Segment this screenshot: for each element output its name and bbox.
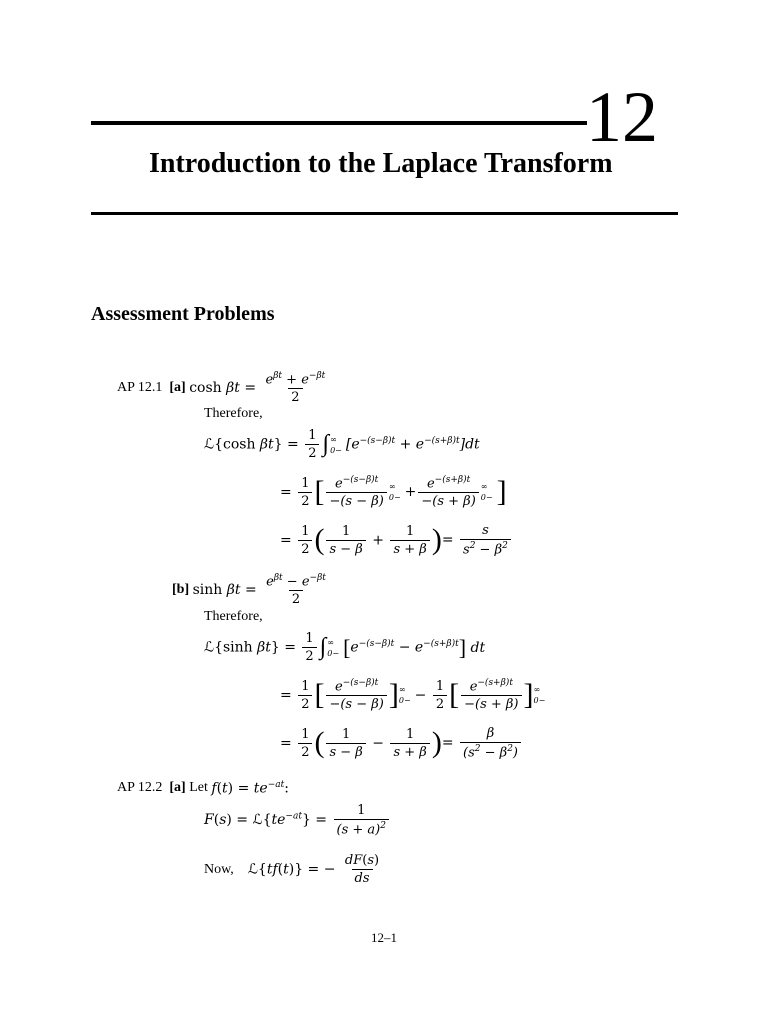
cosh-laplace-step1: ℒ{cosh βt} = $\frac{1}{2}$ ∫ ∞ 0− $[e^{-(s-\beta)t} + e^{-(s+\beta)t}]dt$ [204,428,480,461]
therefore-text: Therefore, [204,406,263,421]
sinh-laplace-step2: = $\frac{1}{2}$ [ $\frac{e^{-(s-\beta)t}}{-(s - \beta)}$ ] ∞ 0− − $\frac{1}{2}$ [ $\frac{e^{-(s+\beta)t}}{-(s + \beta)}$ ] ∞ 0− [280,678,546,713]
chapter-rule-bottom [91,212,678,215]
section-title: Assessment Problems [91,303,275,325]
sinh-laplace-result: = $\frac{1}{2}$ ( $\frac{1}{s - \beta}$ − $\frac{1}{s + \beta}$ ) = $\frac{\beta}{(s^2 - \beta^2)}$ [280,726,523,760]
part-label: [a] [169,380,186,396]
ap122a-derivative: Now, ℒ{tf(t)} = − $\frac{dF(s)}{ds}$ [204,853,380,886]
now-text: Now, [204,861,234,877]
cosh-laplace-step2: = $\frac{1}{2}$ [ $\frac{e^{-(s-\beta)t}}{-(s - \beta)}$ ∞ 0− + $\frac{e^{-(s+\beta)t}}{-(s + \beta)}$ ∞ 0− ] [280,475,507,510]
part-label: [b] [172,582,190,598]
ap122a-transform: $F(s) = ℒ\{te^{-at}\}$ = $\frac{1}{(s + a)^2}$ [204,803,391,837]
ap121a-definition [117,371,330,405]
ap122a-statement: AP 12.2 [a] Let $f(t) = te^{-at}$: [117,780,289,797]
page-number: 12–1 [371,930,397,945]
chapter-rule-top [91,121,587,125]
ap121b-definition: [b] sinh βt = $\frac{e^{\beta t} - e^{-\beta t}}{2}$ [172,573,326,608]
cosh-laplace-result: = $\frac{1}{2}$ ( $\frac{1}{s - \beta}$ + $\frac{1}{s + \beta}$ ) = $\frac{s}{s^2 - \beta^2}$ [280,523,513,557]
chapter-number: 12 [586,77,658,157]
therefore-text: Therefore, [204,609,263,624]
problem-label: AP 12.1 [117,380,163,396]
chapter-title: Introduction to the Laplace Transform [149,148,613,179]
let-text: Let [189,780,208,796]
sinh-laplace-step1: ℒ{sinh βt} = $\frac{1}{2}$ ∫ ∞ 0− [ $e^{-(s-\beta)t} - e^{-(s+\beta)t}$ ] dt [204,631,486,664]
equation: cosh βt = $\frac{e^{\beta t} + e^{-\beta t}}{2}$ [189,371,326,406]
problem-label: AP 12.2 [117,780,163,796]
part-label: [a] [169,780,186,796]
